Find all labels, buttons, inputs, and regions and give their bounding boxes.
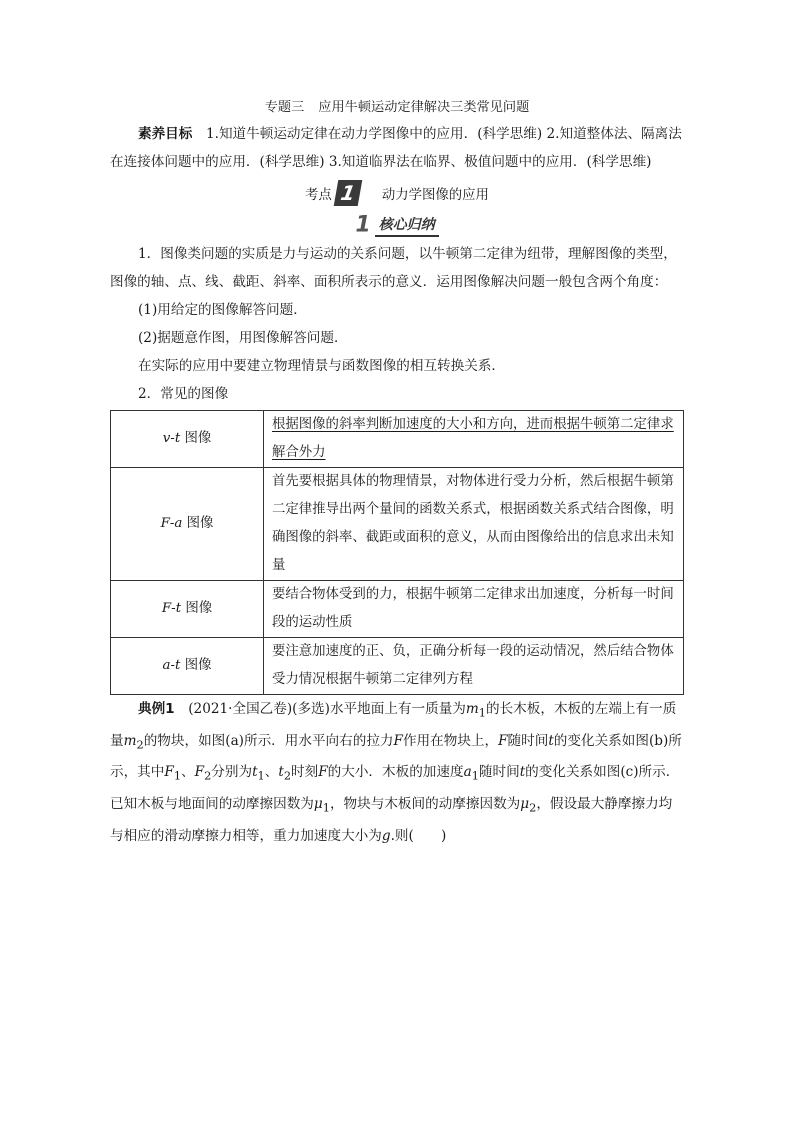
table-cell-desc: 要结合物体受到的力，根据牛顿第二定律求出加速度，分析每一时间段的运动性质 xyxy=(264,581,684,638)
page-title xyxy=(110,98,684,118)
paragraph-1: 1．图像类问题的实质是力与运动的关系问题，以牛顿第二定律为纽带，理解图像的类型，图像的轴、点、线、截距、斜率、面积所表示的意义．运用图像解决问题一般包含两个角度： xyxy=(110,246,677,290)
table-cell-desc: 根据图像的斜率判断加速度的大小和方向，进而根据牛顿第二定律求解合外力 xyxy=(264,411,684,468)
example-label: 典例1 xyxy=(138,701,175,717)
literacy-text: 1.知道牛顿运动定律在动力学图像中的应用．(科学思维) 2.知道整体法、隔离法在连接体问题中的应用．(科学思维) 3.知道临界法在临界、极值问题中的应用．(科学思维) xyxy=(110,126,682,170)
table-cell-name: v-t 图像 xyxy=(111,411,264,468)
table-cell-name: a-t 图像 xyxy=(111,638,264,695)
table-row xyxy=(111,581,684,638)
title-text: 应用牛顿运动定律解决三类常见问题 xyxy=(318,100,530,115)
literacy-label: 素养目标 xyxy=(138,126,193,142)
table-row xyxy=(111,638,684,695)
table-cell-name: F-t 图像 xyxy=(111,581,264,638)
content-column xyxy=(110,98,684,850)
kaodian-number-badge: 1 xyxy=(334,180,363,206)
table-cell-name: F-a 图像 xyxy=(111,468,264,581)
list-item-2: (2)据题意作图，用图像解答问题． xyxy=(138,330,348,346)
table-row xyxy=(111,411,684,468)
kaodian-word: 考点 xyxy=(305,187,332,203)
graph-types-table xyxy=(110,410,684,695)
section-number: 1 xyxy=(355,212,371,238)
table-cell-desc: 要注意加速度的正、负，正确分析每一段的运动情况，然后结合物体受力情况根据牛顿第二定律列方程 xyxy=(264,638,684,695)
paragraph-3: 2．常见的图像 xyxy=(138,386,229,402)
table-cell-desc: 首先要根据具体的物理情景，对物体进行受力分析，然后根据牛顿第二定律推导出两个量间的函数关系式，根据函数关系式结合图像，明确图像的斜率、截距或面积的意义，从而由图像给出的信息求出未知量 xyxy=(264,468,684,581)
kaodian-title: 动力学图像的应用 xyxy=(381,187,489,203)
literacy-goals xyxy=(110,120,684,176)
paragraph-2: 在实际的应用中要建立物理情景与函数图像的相互转换关系． xyxy=(138,358,506,374)
kaodian-heading xyxy=(110,180,684,212)
section-label: 核心归纳 xyxy=(375,215,439,237)
table-row xyxy=(111,468,684,581)
list-item-1: (1)用给定的图像解答问题． xyxy=(138,302,307,318)
example-1: 典例1 (2021·全国乙卷)(多选)水平地面上有一质量为$m_1$的长木板，木板的左端上有一质量$m_2$的物块，如图(a)所示．用水平向右的拉力F作用在物块上，F随时间t的变化关系如图(b)所示，其中$F_1$、$F_2$分别为$t_1$、$t_2$时刻F的大小．木板的加速度$a_1$随时间t的变化关系如图(c)所示．已知木板与地面间的动摩擦因数为$\mu_1$，物块与木板间的动摩擦因数为$\mu_2$，假设最大静摩擦力均与相应的滑动摩擦力相等，重力加速度大小为g.则( ) xyxy=(110,701,682,844)
title-topic-number: 专题三 xyxy=(264,100,305,115)
section-heading xyxy=(110,212,684,238)
